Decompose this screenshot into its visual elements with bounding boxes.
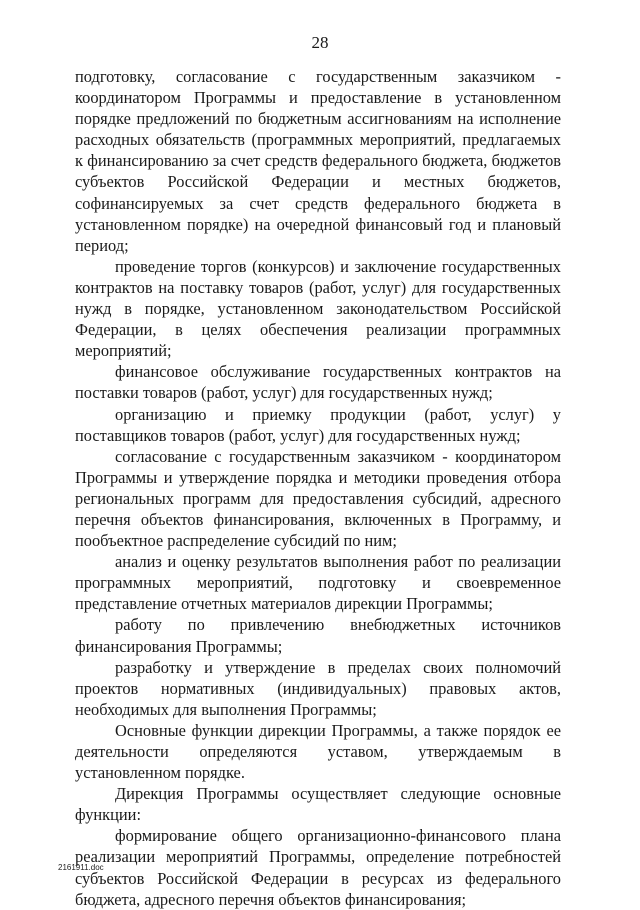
page-number: 28 <box>311 33 329 52</box>
paragraph-extra-budget-sources: работу по привлечению внебюджетных источников финансирования Программы; <box>75 615 561 656</box>
document-body <box>75 66 561 910</box>
paragraph-product-acceptance: организацию и приемку продукции (работ, услуг) у поставщиков товаров (работ, услуг) для государственных нужд; <box>75 404 561 445</box>
paragraph-financial-plan: формирование общего организационно-финансового плана реализации мероприятий Программы, определение потребностей субъектов Российской Федерации в ресурсах из федерального бюджета, адресного перечня объектов финансирования; <box>75 826 561 909</box>
paragraph-legal-acts: разработку и утверждение в пределах своих полномочий проектов нормативных (индивидуальных) правовых актов, необходимых для выполнения Программы; <box>75 657 561 719</box>
paragraph-directorate-functions: Дирекция Программы осуществляет следующие основные функции: <box>75 784 561 825</box>
paragraph-contract-servicing: финансовое обслуживание государственных контрактов на поставки товаров (работ, услуг) для государственных нужд; <box>75 362 561 403</box>
paragraph-directorate-charter: Основные функции дирекции Программы, а также порядок ее деятельности определяются уставом, утверждаемым в установленном порядке. <box>75 720 561 783</box>
paragraph-budget-proposals: подготовку, согласование с государственным заказчиком - координатором Программы и предоставление в установленном порядке предложений по бюджетным ассигнованиям на исполнение расходных обязательств (программных мероприятий, предлагаемых к финансированию за счет средств федерального бюджета, бюджетов субъектов Российской Федерации и местных бюджетов, софинансируемых за счет средств федерального бюджета в установленном порядке) на очередной финансовый год и плановый период; <box>75 67 561 255</box>
document-file-code: 2161911.doc <box>58 863 104 872</box>
paragraph-results-analysis: анализ и оценку результатов выполнения работ по реализации программных мероприятий, подготовку и своевременное представление отчетных материалов дирекции Программы; <box>75 552 561 614</box>
paragraph-selection-methodology: согласование с государственным заказчиком - координатором Программы и утверждение порядка и методики проведения отбора региональных программ для предоставления субсидий, адресного перечня объектов финансирования, включенных в Программу, и пообъектное распределение субсидий по ним; <box>75 446 561 551</box>
paragraph-tenders: проведение торгов (конкурсов) и заключение государственных контрактов на поставку товаров (работ, услуг) для государственных нужд в порядке, установленном законодательством Российской Федерации, в целях обеспечения реализации программных мероприятий; <box>75 256 561 361</box>
